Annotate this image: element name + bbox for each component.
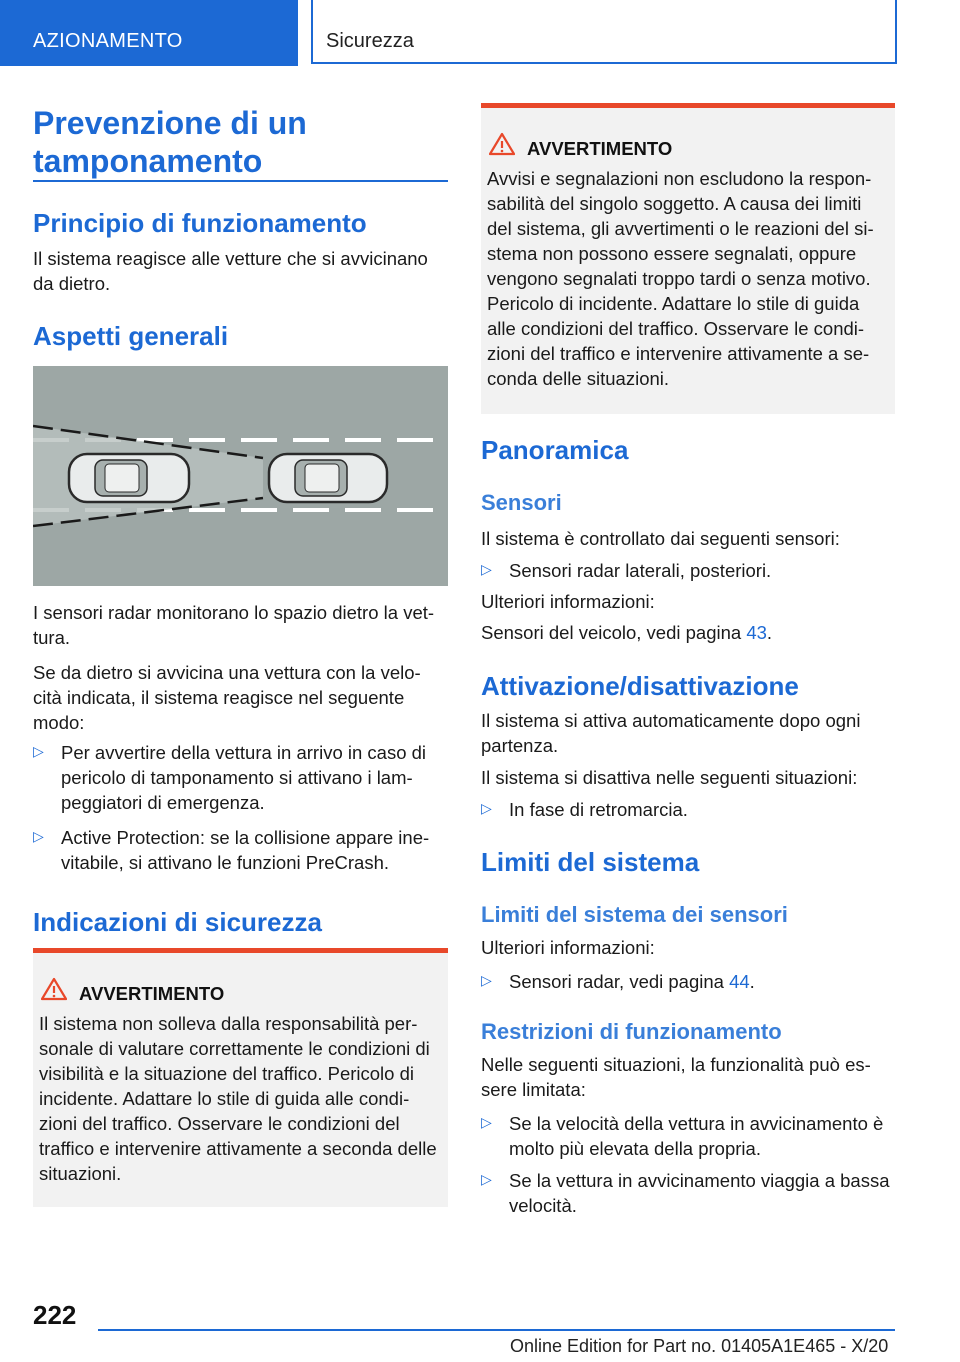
list-item: ▷ Se la vettura in avvicinamento viaggia a bassa velocità.	[481, 1170, 890, 1216]
approach-text: Se da dietro si avvicina una vettura con la velo-cità indicata, il sistema reagisce nel seguente modo:	[33, 662, 421, 733]
list-item: ▷ Active Protection: se la collisione appare ine-vitabile, si attivano le funzioni PreCrash.	[33, 827, 430, 873]
title-divider	[33, 180, 448, 182]
chapter-label: AZIONAMENTO	[33, 30, 183, 52]
restrictions-text: Nelle seguenti situazioni, la funzionalità può es-sere limitata:	[481, 1054, 871, 1100]
list-item: ▷ Sensori radar laterali, posteriori.	[481, 560, 772, 581]
warning-text: Il sistema non solleva dalla responsabilità per-sonale di valutare correttamente le condizioni di visibilità e la situazione del traffico. Pericolo di incidente. Adattare lo stile di guida alle condi-zioni del traffico. Osservare le condizioni del traffico e intervenire attivamente a seconda delle situazioni.	[39, 1013, 437, 1184]
triangle-bullet-icon: ▷	[481, 1171, 492, 1187]
triangle-bullet-icon: ▷	[33, 828, 44, 844]
principle-heading: Principio di funzionamento	[33, 208, 367, 238]
warning-box	[33, 948, 448, 1207]
triangle-bullet-icon: ▷	[481, 1114, 492, 1130]
list-item: ▷ Se la velocità della vettura in avvicinamento è molto più elevata della propria.	[481, 1113, 884, 1159]
warning-triangle-icon	[41, 977, 67, 1001]
list-item: ▷ In fase di retromarcia.	[481, 799, 688, 820]
triangle-bullet-icon: ▷	[481, 800, 492, 816]
page-number: 222	[33, 1300, 77, 1330]
footer-divider	[98, 1329, 895, 1331]
page-link[interactable]: 44	[729, 971, 750, 992]
sensors-heading: Sensori	[481, 490, 562, 515]
radar-text: I sensori radar monitorano lo spazio dietro la vet-tura.	[33, 602, 435, 648]
sensors-reference: Sensori del veicolo, vedi pagina 43.	[481, 622, 773, 643]
warning-text: Avvisi e segnalazioni non escludono la respon-sabilità del singolo soggetto. A causa dei limiti del sistema, gli avvertimenti o le reazioni del si-stema non possono essere segnalati, oppure vengono segnalati troppo tardi o senza motivo. Pericolo di incidente. Adattare lo stile di guida alle condizioni del traffico. Osservare le condi-zioni del traffico e intervenire attivamente a se-conda delle situazioni.	[487, 168, 874, 389]
topic-tab[interactable]	[311, 0, 897, 64]
approaching-car	[69, 454, 189, 502]
safety-heading: Indicazioni di sicurezza	[33, 907, 322, 937]
page-link[interactable]: 43	[746, 622, 767, 643]
road-diagram	[33, 366, 448, 586]
warning-box	[481, 103, 895, 414]
list-item: ▷ Sensori radar, vedi pagina 44.	[481, 971, 755, 992]
activation-text: Il sistema si attiva automaticamente dopo ogni partenza.	[481, 710, 861, 756]
warning-title: AVVERTIMENTO	[79, 983, 225, 1004]
deactivation-text: Il sistema si disattiva nelle seguenti situazioni:	[481, 767, 858, 788]
principle-text: Il sistema reagisce alle vetture che si avvicinano da dietro.	[33, 248, 428, 294]
limits-heading: Limiti del sistema	[481, 847, 700, 877]
topic-label: Sicurezza	[326, 30, 414, 52]
list-item: ▷ Per avvertire della vettura in arrivo in caso di pericolo di tamponamento si attivano i lam-peggiatori di emergenza.	[33, 742, 427, 813]
triangle-bullet-icon: ▷	[481, 561, 492, 577]
overview-heading: Panoramica	[481, 435, 629, 465]
restrictions-heading: Restrizioni di funzionamento	[481, 1019, 782, 1044]
sensors-text: Il sistema è controllato dai seguenti sensori:	[481, 528, 840, 549]
warning-triangle-icon	[489, 132, 515, 156]
activation-heading: Attivazione/disattivazione	[481, 671, 799, 701]
edition-label: Online Edition for Part no. 01405A1E465 - X/20	[510, 1336, 889, 1356]
warning-title: AVVERTIMENTO	[527, 138, 673, 159]
general-heading: Aspetti generali	[33, 321, 229, 351]
more-info-label: Ulteriori informazioni:	[481, 937, 655, 958]
triangle-bullet-icon: ▷	[33, 743, 44, 759]
page-title: Prevenzione di un tamponamento	[33, 105, 307, 179]
chapter-tab[interactable]	[0, 0, 298, 66]
triangle-bullet-icon: ▷	[481, 972, 492, 988]
radar-illustration	[33, 366, 448, 586]
sensor-limits-heading: Limiti del sistema dei sensori	[481, 902, 788, 927]
own-car	[269, 454, 387, 502]
more-info-label: Ulteriori informazioni:	[481, 591, 655, 612]
